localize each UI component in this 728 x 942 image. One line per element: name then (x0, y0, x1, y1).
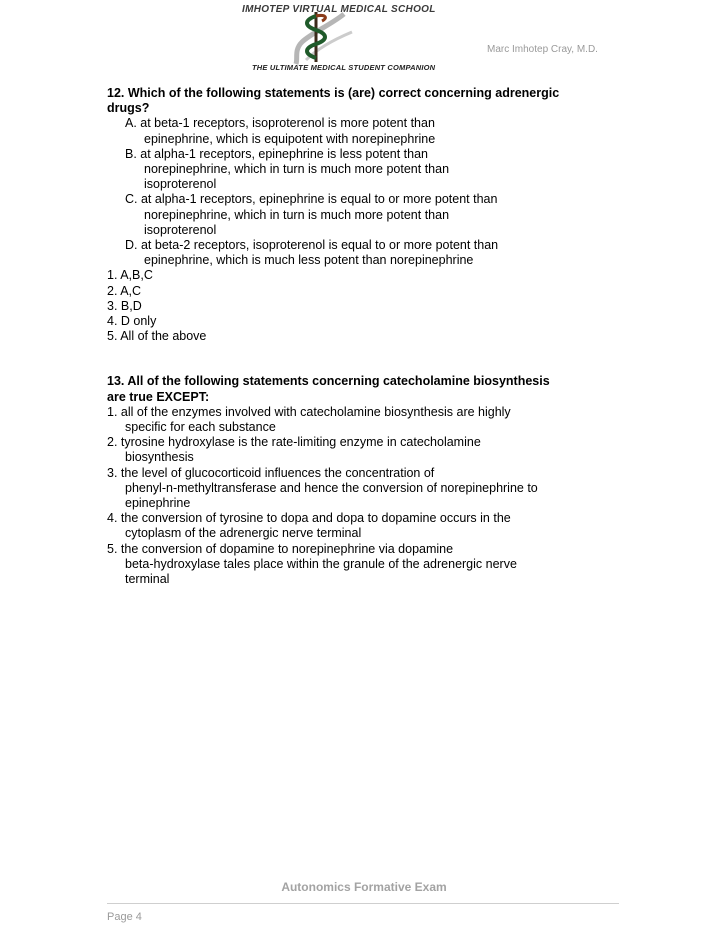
statement-line: norepinephrine, which in turn is much more potent than (144, 207, 450, 222)
answer-option: 5. All of the above (107, 329, 207, 344)
question-stem: 12. Which of the following statements is (are) correct concerning adrenergic (107, 86, 560, 100)
answer-option-3 (107, 466, 667, 512)
option-line: biosynthesis (125, 450, 194, 465)
option-line: 4. the conversion of tyrosine to dopa and dopa to dopamine occurs in the (107, 511, 511, 526)
answer-option-4 (107, 511, 667, 541)
option-line: 2. tyrosine hydroxylase is the rate-limiting enzyme in catecholamine (107, 435, 481, 450)
answer-option: 3. B,D (107, 298, 142, 313)
option-line: 3. the level of glucocorticoid influences the concentration of (107, 465, 435, 480)
option-line: beta-hydroxylase tales place within the granule of the adrenergic nerve (125, 556, 517, 571)
question-stem: are true EXCEPT: (107, 389, 210, 404)
option-line: specific for each substance (125, 420, 276, 435)
question-12 (107, 86, 667, 344)
author-name: Marc Imhotep Cray, M.D. (487, 44, 598, 55)
answer-option-1 (107, 405, 667, 435)
option-line: phenyl-n-methyltransferase and hence the conversion of norepinephrine to (125, 480, 538, 495)
question-13 (107, 374, 667, 587)
question-stem: 13. All of the following statements concerning catecholamine biosynthesis (107, 374, 550, 389)
statement-line: B. at alpha-1 receptors, epinephrine is less potent than (125, 146, 428, 161)
answer-option-5 (107, 542, 667, 588)
school-logo (236, 2, 436, 78)
statement-line: isoproterenol (144, 177, 217, 192)
option-line: epinephrine (125, 496, 191, 511)
statement-b (107, 147, 667, 193)
option-line: 1. all of the enzymes involved with catecholamine biosynthesis are highly (107, 404, 511, 419)
statement-line: norepinephrine, which in turn is much more potent than (144, 162, 450, 177)
statement-line: epinephrine, which is much less potent than norepinephrine (144, 253, 474, 268)
option-line: terminal (125, 572, 170, 587)
question-stem: drugs? (107, 101, 150, 116)
option-line: cytoplasm of the adrenergic nerve terminal (125, 526, 362, 541)
footer-title: Autonomics Formative Exam (281, 880, 447, 894)
statement-d (107, 238, 667, 268)
logo-tagline: THE ULTIMATE MEDICAL STUDENT COMPANION (252, 63, 436, 72)
answer-option: 4. D only (107, 314, 157, 329)
statement-line: D. at beta-2 receptors, isoproterenol is equal to or more potent than (125, 238, 499, 253)
answer-option: 1. A,B,C (107, 268, 153, 283)
answer-option-2 (107, 435, 667, 465)
statement-line: A. at beta-1 receptors, isoproterenol is more potent than (125, 116, 435, 131)
statement-c (107, 192, 667, 238)
statement-line: C. at alpha-1 receptors, epinephrine is equal to or more potent than (125, 192, 498, 207)
statement-line: isoproterenol (144, 222, 217, 237)
statement-line: epinephrine, which is equipotent with norepinephrine (144, 131, 436, 146)
statement-a (107, 116, 667, 146)
footer-divider (107, 903, 619, 904)
page-number: Page 4 (107, 911, 142, 923)
exam-content (107, 86, 667, 587)
logo-title: IMHOTEP VIRTUAL MEDICAL SCHOOL (242, 4, 436, 15)
option-line: 5. the conversion of dopamine to norepinephrine via dopamine (107, 541, 454, 556)
answer-option: 2. A,C (107, 283, 142, 298)
